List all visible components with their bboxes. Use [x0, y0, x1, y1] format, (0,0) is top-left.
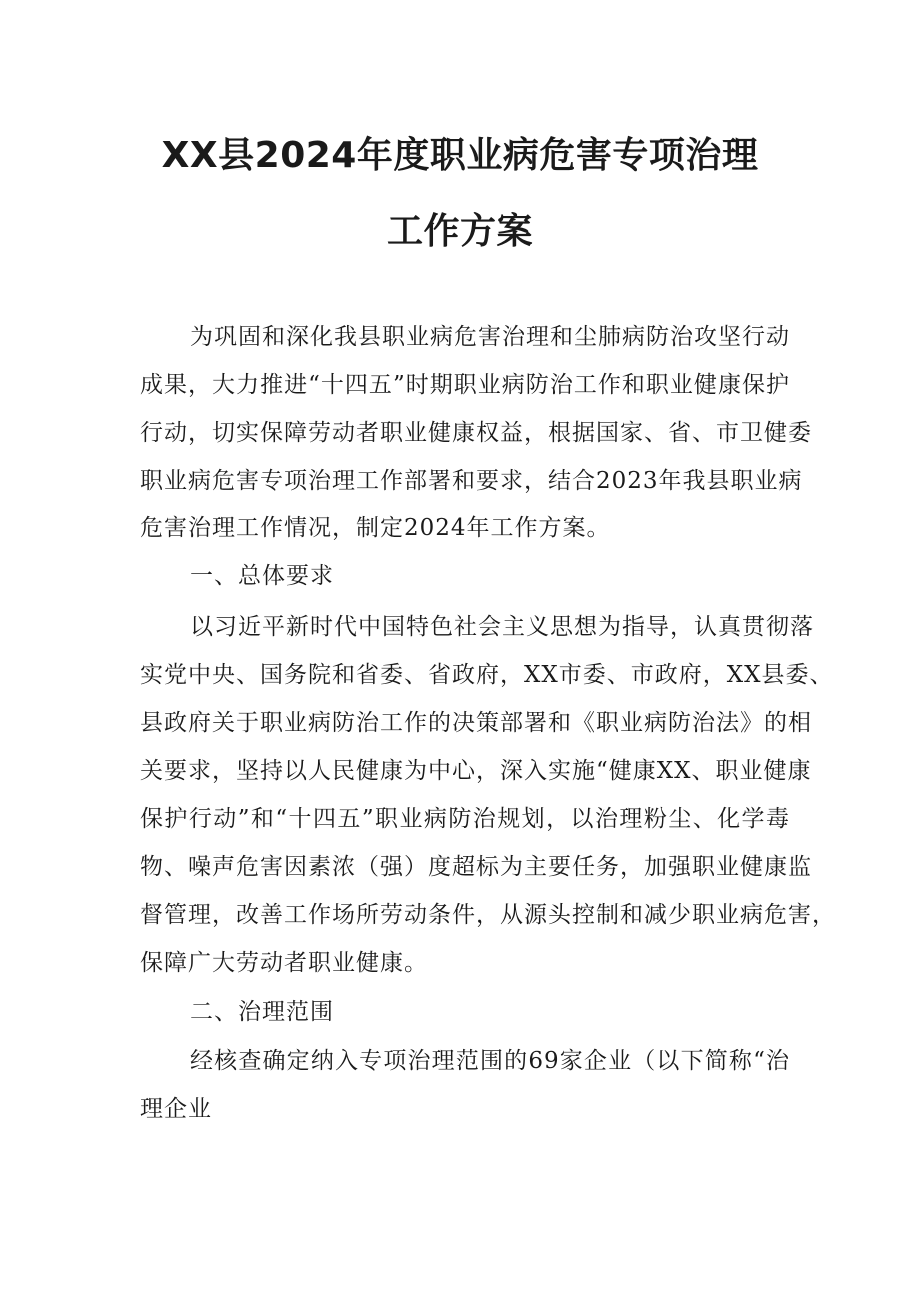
intro-paragraph-line: 危害治理工作情况，制定2024年工作方案。: [140, 515, 611, 541]
intro-paragraph-line: 为巩固和深化我县职业病危害治理和尘肺病防治攻坚行动: [190, 324, 790, 350]
intro-paragraph-line: 行动，切实保障劳动者职业健康权益，根据国家、省、市卫健委: [140, 420, 812, 446]
document-title-line-1: XX县2024年度职业病危害专项治理: [161, 135, 759, 176]
section-1-paragraph-line: 保障广大劳动者职业健康。: [140, 950, 428, 976]
section-1-paragraph-line: 关要求，坚持以人民健康为中心，深入实施“健康XX、职业健康: [140, 758, 812, 784]
intro-paragraph-line: 成果，大力推进“十四五”时期职业病防治工作和职业健康保护: [140, 372, 790, 398]
section-1-heading: 一、总体要求: [190, 563, 334, 589]
document-title-line-2: 工作方案: [386, 211, 533, 252]
intro-paragraph-line: 职业病危害专项治理工作部署和要求，结合2023年我县职业病: [140, 468, 803, 494]
section-2-heading: 二、治理范围: [190, 999, 334, 1025]
section-2-paragraph-line: 经核查确定纳入专项治理范围的69家企业（以下简称“治: [190, 1048, 790, 1074]
section-1-paragraph-line: 以习近平新时代中国特色社会主义思想为指导，认真贯彻落: [190, 614, 814, 640]
section-1-paragraph-line: 保护行动”和“十四五”职业病防治规划，以治理粉尘、化学毒: [140, 806, 790, 832]
section-1-paragraph-line: 县政府关于职业病防治工作的决策部署和《职业病防治法》的相: [140, 710, 812, 736]
section-1-paragraph-line: 物、噪声危害因素浓（强）度超标为主要任务，加强职业健康监: [140, 854, 812, 880]
section-1-paragraph-line: 督管理，改善工作场所劳动条件，从源头控制和减少职业病危害，: [140, 902, 836, 928]
section-1-paragraph-line: 实党中央、国务院和省委、省政府，XX市委、市政府，XX县委、: [140, 662, 834, 688]
section-2-paragraph-line: 理企业: [140, 1096, 212, 1122]
